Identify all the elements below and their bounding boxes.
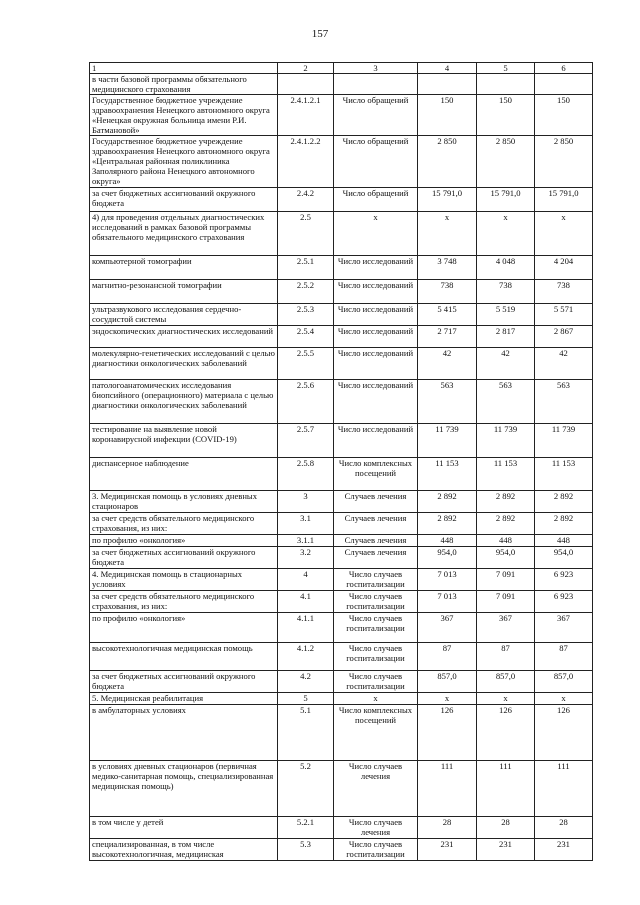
row-unit: Число исследований <box>334 348 418 380</box>
page-number: 157 <box>311 28 329 40</box>
row-unit: Число комплексных посещений <box>334 705 418 761</box>
row-label: в том числе у детей <box>90 817 278 839</box>
header-row <box>90 63 593 74</box>
table-row <box>90 513 593 535</box>
header-cell: 1 <box>90 63 278 74</box>
row-value-col5: 2 892 <box>477 513 535 535</box>
row-unit: Число обращений <box>334 95 418 136</box>
row-value-col5: 5 519 <box>477 304 535 326</box>
row-unit: Случаев лечения <box>334 547 418 569</box>
row-code: 4.1.1 <box>278 613 334 643</box>
row-unit: Число случаев госпитализации <box>334 643 418 671</box>
row-label: за счет средств обязательного медицинского страхования, из них: <box>90 591 278 613</box>
table-row <box>90 817 593 839</box>
row-code: 2.5.7 <box>278 424 334 458</box>
row-code: 3.2 <box>278 547 334 569</box>
table-row <box>90 188 593 212</box>
row-value-col4: 42 <box>418 348 477 380</box>
row-value-col5: 28 <box>477 817 535 839</box>
row-value-col5: 954,0 <box>477 547 535 569</box>
row-value-col5: 4 048 <box>477 256 535 280</box>
row-value-col6: 563 <box>535 380 593 424</box>
row-value-col6: 738 <box>535 280 593 304</box>
row-label: за счет бюджетных ассигнований окружного бюджета <box>90 547 278 569</box>
row-value-col4: 15 791,0 <box>418 188 477 212</box>
row-code: 4.1 <box>278 591 334 613</box>
table-row <box>90 424 593 458</box>
row-value-col6: 6 923 <box>535 591 593 613</box>
row-unit: Число случаев госпитализации <box>334 569 418 591</box>
table-row <box>90 613 593 643</box>
table-row <box>90 591 593 613</box>
row-value-col5: 126 <box>477 705 535 761</box>
header-cell: 4 <box>418 63 477 74</box>
row-value-col4: 2 850 <box>418 136 477 188</box>
row-code: 2.4.2 <box>278 188 334 212</box>
table-row <box>90 693 593 705</box>
row-value-col6: 4 204 <box>535 256 593 280</box>
row-value-col6: х <box>535 693 593 705</box>
row-unit: Число исследований <box>334 280 418 304</box>
row-unit: Случаев лечения <box>334 513 418 535</box>
row-label: эндоскопических диагностических исследований <box>90 326 278 348</box>
table-row <box>90 569 593 591</box>
row-value-col6: 954,0 <box>535 547 593 569</box>
row-value-col4: 5 415 <box>418 304 477 326</box>
row-value-col5: х <box>477 212 535 256</box>
row-value-col6: 2 892 <box>535 491 593 513</box>
table-row <box>90 95 593 136</box>
table-row <box>90 256 593 280</box>
row-value-col5: 367 <box>477 613 535 643</box>
row-value-col5: 2 892 <box>477 491 535 513</box>
row-code: 2.5.4 <box>278 326 334 348</box>
row-label: 4. Медицинская помощь в стационарных условиях <box>90 569 278 591</box>
row-value-col5: 87 <box>477 643 535 671</box>
row-value-col6: 15 791,0 <box>535 188 593 212</box>
row-code <box>278 74 334 95</box>
row-code: 5.2.1 <box>278 817 334 839</box>
row-value-col6: 150 <box>535 95 593 136</box>
indicators-table <box>89 62 593 861</box>
row-code: 2.5.3 <box>278 304 334 326</box>
row-label: молекулярно-генетических исследований с целью диагностики онкологических заболеваний <box>90 348 278 380</box>
row-code: 3 <box>278 491 334 513</box>
header-cell: 2 <box>278 63 334 74</box>
row-value-col6: 87 <box>535 643 593 671</box>
row-value-col6: 2 850 <box>535 136 593 188</box>
row-value-col4: х <box>418 212 477 256</box>
row-label: 5. Медицинская реабилитация <box>90 693 278 705</box>
row-code: 5 <box>278 693 334 705</box>
row-value-col4: 7 013 <box>418 591 477 613</box>
row-label: за счет средств обязательного медицинского страхования, из них: <box>90 513 278 535</box>
row-unit: Число случаев лечения <box>334 761 418 817</box>
row-value-col4: 563 <box>418 380 477 424</box>
row-label: по профилю «онкология» <box>90 613 278 643</box>
row-value-col4: 954,0 <box>418 547 477 569</box>
row-value-col4: 231 <box>418 839 477 861</box>
row-value-col4: х <box>418 693 477 705</box>
row-label: диспансерное наблюдение <box>90 458 278 491</box>
row-value-col5: 111 <box>477 761 535 817</box>
row-value-col4: 28 <box>418 817 477 839</box>
row-code: 4.1.2 <box>278 643 334 671</box>
row-code: 2.5.5 <box>278 348 334 380</box>
row-value-col4: 87 <box>418 643 477 671</box>
table-row <box>90 671 593 693</box>
row-value-col6: 42 <box>535 348 593 380</box>
row-value-col6: 28 <box>535 817 593 839</box>
table-row <box>90 280 593 304</box>
table-row <box>90 304 593 326</box>
row-unit: х <box>334 212 418 256</box>
row-unit: Число исследований <box>334 256 418 280</box>
row-label: за счет бюджетных ассигнований окружного бюджета <box>90 188 278 212</box>
row-value-col4: 11 153 <box>418 458 477 491</box>
row-value-col6: 448 <box>535 535 593 547</box>
row-value-col5: 448 <box>477 535 535 547</box>
row-value-col5: х <box>477 693 535 705</box>
header-cell: 3 <box>334 63 418 74</box>
table-row <box>90 326 593 348</box>
table-row <box>90 212 593 256</box>
row-unit: Число исследований <box>334 424 418 458</box>
row-code: 3.1 <box>278 513 334 535</box>
row-label: Государственное бюджетное учреждение здравоохранения Ненецкого автономного округа «Центральная районная поликлиника Заполярного района Ненецкого автономного округа» <box>90 136 278 188</box>
row-value-col5: 150 <box>477 95 535 136</box>
row-value-col6: 857,0 <box>535 671 593 693</box>
table-row <box>90 547 593 569</box>
row-label: по профилю «онкология» <box>90 535 278 547</box>
row-label: тестирование на выявление новой коронавирусной инфекции (COVID-19) <box>90 424 278 458</box>
table-row <box>90 458 593 491</box>
row-value-col4: 857,0 <box>418 671 477 693</box>
row-code: 2.5 <box>278 212 334 256</box>
row-value-col6: 126 <box>535 705 593 761</box>
row-code: 3.1.1 <box>278 535 334 547</box>
row-unit: Число комплексных посещений <box>334 458 418 491</box>
row-value-col5: 231 <box>477 839 535 861</box>
row-code: 4.2 <box>278 671 334 693</box>
row-unit: Число случаев госпитализации <box>334 839 418 861</box>
row-unit: Число случаев госпитализации <box>334 671 418 693</box>
row-value-col5: 42 <box>477 348 535 380</box>
row-value-col5: 563 <box>477 380 535 424</box>
row-code: 2.5.8 <box>278 458 334 491</box>
row-value-col6: х <box>535 212 593 256</box>
row-value-col5: 2 850 <box>477 136 535 188</box>
row-unit: Случаев лечения <box>334 535 418 547</box>
row-label: магнитно-резонансной томографии <box>90 280 278 304</box>
row-unit: Случаев лечения <box>334 491 418 513</box>
row-value-col5: 7 091 <box>477 591 535 613</box>
row-code: 2.4.1.2.2 <box>278 136 334 188</box>
row-value-col6: 367 <box>535 613 593 643</box>
row-code: 2.5.2 <box>278 280 334 304</box>
row-code: 2.4.1.2.1 <box>278 95 334 136</box>
table-row <box>90 136 593 188</box>
row-value-col4: 738 <box>418 280 477 304</box>
table-row <box>90 839 593 861</box>
row-value-col6: 111 <box>535 761 593 817</box>
table-row <box>90 491 593 513</box>
row-unit: Число исследований <box>334 304 418 326</box>
row-value-col4: 7 013 <box>418 569 477 591</box>
row-value-col4: 11 739 <box>418 424 477 458</box>
row-value-col5: 11 739 <box>477 424 535 458</box>
row-value-col6: 11 739 <box>535 424 593 458</box>
row-unit: х <box>334 693 418 705</box>
row-unit: Число случаев госпитализации <box>334 613 418 643</box>
row-value-col4: 111 <box>418 761 477 817</box>
row-value-col6: 5 571 <box>535 304 593 326</box>
row-value-col5 <box>477 74 535 95</box>
table-row <box>90 380 593 424</box>
row-value-col6: 2 867 <box>535 326 593 348</box>
row-value-col4: 367 <box>418 613 477 643</box>
table-row <box>90 643 593 671</box>
row-unit: Число случаев госпитализации <box>334 591 418 613</box>
row-value-col6: 2 892 <box>535 513 593 535</box>
row-value-col5: 15 791,0 <box>477 188 535 212</box>
row-label: компьютерной томографии <box>90 256 278 280</box>
header-cell: 6 <box>535 63 593 74</box>
table-row <box>90 74 593 95</box>
row-unit: Число исследований <box>334 380 418 424</box>
row-label: 3. Медицинская помощь в условиях дневных стационаров <box>90 491 278 513</box>
table-row <box>90 535 593 547</box>
row-code: 2.5.6 <box>278 380 334 424</box>
row-value-col4: 3 748 <box>418 256 477 280</box>
row-value-col4: 448 <box>418 535 477 547</box>
row-value-col5: 11 153 <box>477 458 535 491</box>
row-label: Государственное бюджетное учреждение здравоохранения Ненецкого автономного округа «Ненецкая окружная больница имени Р.И. Батмановой» <box>90 95 278 136</box>
row-label: 4) для проведения отдельных диагностических исследований в рамках базовой программы обязательного медицинского страхования <box>90 212 278 256</box>
row-value-col5: 857,0 <box>477 671 535 693</box>
row-label: ультразвукового исследования сердечно-сосудистой системы <box>90 304 278 326</box>
row-value-col5: 738 <box>477 280 535 304</box>
header-cell: 5 <box>477 63 535 74</box>
table-row <box>90 761 593 817</box>
row-unit: Число обращений <box>334 136 418 188</box>
row-code: 5.3 <box>278 839 334 861</box>
row-unit <box>334 74 418 95</box>
row-unit: Число случаев лечения <box>334 817 418 839</box>
row-label: в амбулаторных условиях <box>90 705 278 761</box>
row-code: 5.1 <box>278 705 334 761</box>
row-unit: Число исследований <box>334 326 418 348</box>
table-row <box>90 348 593 380</box>
row-value-col4: 2 892 <box>418 513 477 535</box>
row-value-col4: 2 892 <box>418 491 477 513</box>
row-value-col6 <box>535 74 593 95</box>
row-value-col4 <box>418 74 477 95</box>
row-unit: Число обращений <box>334 188 418 212</box>
row-label: за счет бюджетных ассигнований окружного бюджета <box>90 671 278 693</box>
row-value-col4: 2 717 <box>418 326 477 348</box>
row-label: патологоанатомических исследования биопсийного (операционного) материала с целью диагностики онкологических заболеваний <box>90 380 278 424</box>
row-value-col4: 150 <box>418 95 477 136</box>
row-label: специализированная, в том числе высокотехнологичная, медицинская <box>90 839 278 861</box>
row-code: 4 <box>278 569 334 591</box>
row-code: 2.5.1 <box>278 256 334 280</box>
row-value-col4: 126 <box>418 705 477 761</box>
row-label: в части базовой программы обязательного медицинского страхования <box>90 74 278 95</box>
row-label: в условиях дневных стационаров (первичная медико-санитарная помощь, специализированная медицинская помощь) <box>90 761 278 817</box>
row-value-col5: 7 091 <box>477 569 535 591</box>
row-value-col6: 11 153 <box>535 458 593 491</box>
row-value-col5: 2 817 <box>477 326 535 348</box>
table-row <box>90 705 593 761</box>
row-code: 5.2 <box>278 761 334 817</box>
row-value-col6: 6 923 <box>535 569 593 591</box>
row-value-col6: 231 <box>535 839 593 861</box>
row-label: высокотехнологичная медицинская помощь <box>90 643 278 671</box>
